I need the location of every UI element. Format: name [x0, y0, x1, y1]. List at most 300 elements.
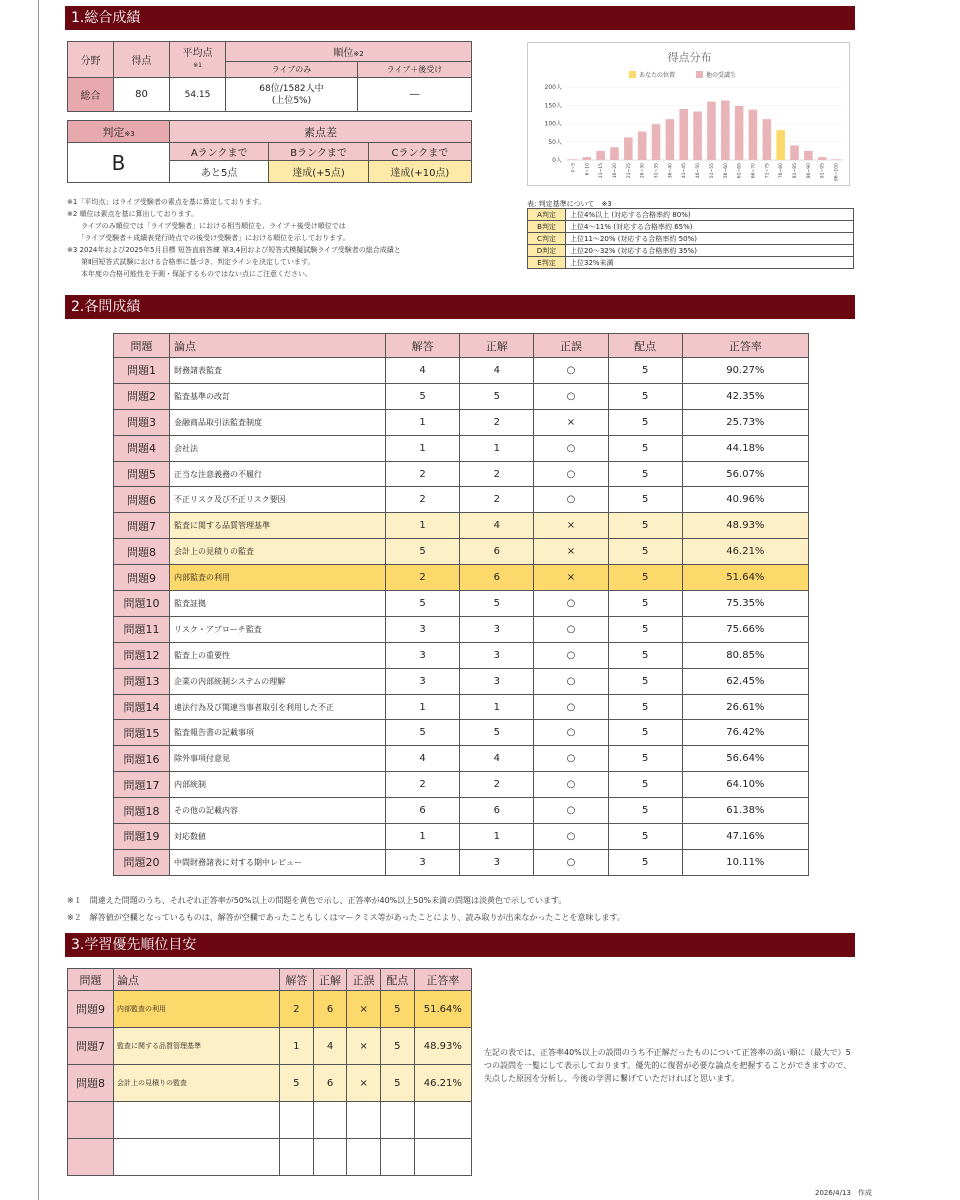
result-cell: ○: [534, 358, 608, 384]
table-row: [114, 565, 809, 591]
result-cell: ○: [534, 849, 608, 875]
criteria-row: [528, 245, 854, 257]
col-header-rate: 正答率: [414, 969, 471, 991]
answer-cell: 3: [386, 668, 460, 694]
x-tick-label: 31~35: [654, 163, 660, 179]
points-cell: 5: [608, 565, 682, 591]
points-cell: 5: [608, 642, 682, 668]
topic-cell: 正当な注意義務の不履行: [170, 461, 386, 487]
answer-cell: 1: [386, 824, 460, 850]
bar: [638, 132, 647, 160]
table-row: [114, 798, 809, 824]
col-header-points: 配点: [381, 969, 415, 991]
x-tick-label: 6~10: [585, 163, 591, 176]
topic-cell: リスク・アプローチ監査: [170, 616, 386, 642]
answer-cell: 4: [386, 358, 460, 384]
note-line: ※3 2024年および2025年5月目標 短答直前答練 第3,4回および短答式模擬試験ライブ受験者の総合成績と: [67, 246, 401, 254]
points-cell: 5: [608, 824, 682, 850]
x-tick-label: 56~60: [723, 163, 729, 179]
rate-cell: 75.35%: [682, 591, 808, 617]
empty-cell: [280, 1102, 314, 1139]
correct-cell: 1: [460, 435, 534, 461]
header-average-note: ※1: [193, 62, 202, 69]
rate-cell: 51.64%: [414, 991, 471, 1028]
col-header-topic: 論点: [170, 334, 386, 358]
col-header-answer: 解答: [386, 334, 460, 358]
correct-cell: 6: [460, 565, 534, 591]
question-cell: [68, 1102, 114, 1139]
header-average-label: 平均点: [182, 48, 213, 59]
header-rank-live: ライブのみ: [226, 62, 358, 78]
correct-cell: 2: [460, 409, 534, 435]
answer-cell: 2: [386, 461, 460, 487]
table-row: [114, 772, 809, 798]
note-line: ※２ 解答値が空欄となっているものは、解答が空欄であったこともしくはマークミス等があったことにより、読み取りが出来なかったことを意味します。: [67, 913, 625, 922]
section-title-problems: 2.各問成績: [65, 295, 855, 319]
answer-cell: 2: [386, 487, 460, 513]
result-cell: ○: [534, 642, 608, 668]
points-cell: 5: [608, 720, 682, 746]
correct-cell: 6: [313, 991, 347, 1028]
answer-cell: 1: [386, 435, 460, 461]
empty-cell: [313, 1102, 347, 1139]
note-line: ※１ 間違えた問題のうち、それぞれ正答率が50%以上の問題を黄色で示し、正答率が40%以上50%未満の問題は淡黄色で示しています。: [67, 896, 567, 905]
x-tick-label: 16~20: [612, 163, 618, 179]
page-border: [38, 0, 39, 1200]
rate-cell: 46.21%: [682, 539, 808, 565]
topic-cell: 財務諸表監査: [170, 358, 386, 384]
col-header-result: 正誤: [347, 969, 381, 991]
col-header-question: 問題: [114, 334, 170, 358]
topic-cell: 除外事項付意見: [170, 746, 386, 772]
criteria-row: [528, 257, 854, 269]
rate-cell: 90.27%: [682, 358, 808, 384]
x-tick-label: 51~55: [709, 163, 715, 179]
y-tick-label: 150人: [544, 102, 562, 110]
diff-to-b: 達成(+5点): [269, 161, 368, 183]
header-to-b: Bランクまで: [269, 143, 368, 161]
question-cell: 問題4: [114, 435, 170, 461]
x-tick-label: 96~100: [834, 163, 840, 182]
table-row: [114, 487, 809, 513]
answer-cell: 4: [386, 746, 460, 772]
col-header-topic: 論点: [114, 969, 280, 991]
table-row: [114, 591, 809, 617]
points-cell: 5: [608, 746, 682, 772]
points-cell: 5: [381, 1028, 415, 1065]
bar: [693, 111, 702, 160]
correct-cell: 2: [460, 461, 534, 487]
bar: [596, 151, 605, 160]
criteria-text: 上位32%未満: [566, 257, 854, 269]
topic-cell: 内部監査の利用: [170, 565, 386, 591]
topic-cell: 会計上の見積りの監査: [170, 539, 386, 565]
empty-cell: [381, 1102, 415, 1139]
empty-cell: [114, 1102, 280, 1139]
result-cell: ×: [534, 539, 608, 565]
x-tick-label: 76~80: [779, 162, 785, 179]
points-cell: 5: [608, 409, 682, 435]
criteria-text: 上位4%以上 (対応する合格率約 80%): [566, 209, 854, 221]
y-tick-label: 100人: [544, 120, 562, 128]
empty-cell: [313, 1139, 347, 1176]
bar: [624, 137, 633, 160]
empty-cell: [347, 1102, 381, 1139]
result-cell: ○: [534, 668, 608, 694]
topic-cell: 内部監査の利用: [114, 991, 280, 1028]
correct-cell: 3: [460, 616, 534, 642]
question-cell: 問題7: [114, 513, 170, 539]
points-cell: 5: [608, 383, 682, 409]
note-line: ※2 順位は素点を基に算出しております。: [67, 210, 198, 218]
y-tick-label: 50人: [548, 138, 562, 146]
header-judge-note: ※3: [124, 129, 135, 138]
question-cell: 問題20: [114, 849, 170, 875]
rate-cell: 62.45%: [682, 668, 808, 694]
answer-cell: 3: [386, 616, 460, 642]
x-tick-label: 81~85: [793, 163, 799, 179]
points-cell: 5: [608, 772, 682, 798]
criteria-label: C判定: [528, 233, 566, 245]
section-title-priority: 3.学習優先順位目安: [65, 933, 855, 957]
x-tick-label: 26~30: [640, 163, 646, 179]
chart-title: 得点分布: [667, 51, 712, 64]
empty-row: [68, 1102, 472, 1139]
correct-cell: 3: [460, 668, 534, 694]
problems-notes: [67, 892, 625, 926]
legend-label-others: 他の受講生: [706, 72, 737, 79]
rate-cell: 25.73%: [682, 409, 808, 435]
question-cell: 問題16: [114, 746, 170, 772]
table-row: [68, 1065, 472, 1102]
col-header-rate: 正答率: [682, 334, 808, 358]
x-tick-label: 66~70: [751, 163, 757, 179]
table-row: [114, 720, 809, 746]
bar: [652, 124, 661, 160]
rank-live-plus-value: ―: [357, 78, 471, 112]
points-cell: 5: [608, 849, 682, 875]
answer-cell: 1: [280, 1028, 314, 1065]
x-tick-label: 21~25: [626, 163, 632, 179]
x-tick-label: 61~65: [737, 163, 743, 179]
note-line: 本年度の合格可能性を予測・保証するものではない点にご注意ください。: [67, 270, 312, 278]
answer-cell: 2: [386, 565, 460, 591]
correct-cell: 4: [460, 358, 534, 384]
empty-cell: [414, 1102, 471, 1139]
topic-cell: 不正リスク及び不正リスク要因: [170, 487, 386, 513]
rate-cell: 40.96%: [682, 487, 808, 513]
question-cell: 問題12: [114, 642, 170, 668]
table-row: [114, 539, 809, 565]
result-cell: ○: [534, 591, 608, 617]
bar: [763, 119, 772, 160]
col-header-points: 配点: [608, 334, 682, 358]
result-cell: ×: [534, 565, 608, 591]
answer-cell: 5: [386, 720, 460, 746]
question-cell: 問題8: [114, 539, 170, 565]
rank-live-text: 68位/1582人中: [259, 83, 324, 94]
correct-cell: 5: [460, 720, 534, 746]
answer-cell: 5: [386, 591, 460, 617]
criteria-label: B判定: [528, 221, 566, 233]
question-cell: 問題19: [114, 824, 170, 850]
priority-table: [67, 968, 472, 1176]
points-cell: 5: [608, 461, 682, 487]
rank-live-percent: (上位5%): [271, 95, 312, 106]
y-tick-label: 0人: [552, 157, 562, 164]
legend-label-you: あなたの位置: [639, 72, 676, 79]
rate-cell: 48.93%: [682, 513, 808, 539]
result-cell: ×: [534, 513, 608, 539]
criteria-row: [528, 233, 854, 245]
header-score: 得点: [114, 42, 170, 78]
correct-cell: 2: [460, 772, 534, 798]
correct-cell: 5: [460, 591, 534, 617]
created-date: 2026/4/13 作成: [815, 1189, 872, 1197]
header-score-diff: 素点差: [170, 121, 472, 143]
note-line: ※1「平均点」はライブ受験者の素点を基に算定しております。: [67, 198, 266, 206]
result-cell: ○: [534, 487, 608, 513]
answer-cell: 3: [386, 642, 460, 668]
points-cell: 5: [608, 591, 682, 617]
topic-cell: 企業の内部統制システムの理解: [170, 668, 386, 694]
note-line: 第Ⅱ回短答式試験における合格率に基づき、判定ラインを決定しています。: [67, 258, 315, 266]
rate-cell: 44.18%: [682, 435, 808, 461]
correct-cell: 6: [460, 798, 534, 824]
question-cell: 問題15: [114, 720, 170, 746]
correct-cell: 2: [460, 487, 534, 513]
topic-cell: 内部統制: [170, 772, 386, 798]
bar: [776, 130, 785, 160]
points-cell: 5: [608, 513, 682, 539]
empty-cell: [381, 1139, 415, 1176]
header-rank-note: ※2: [353, 50, 364, 58]
topic-cell: 監査証拠: [170, 591, 386, 617]
rate-cell: 42.35%: [682, 383, 808, 409]
correct-cell: 3: [460, 849, 534, 875]
rate-cell: 48.93%: [414, 1028, 471, 1065]
points-cell: 5: [381, 991, 415, 1028]
header-rank: [226, 42, 472, 62]
answer-cell: 5: [386, 383, 460, 409]
bar: [569, 159, 578, 160]
criteria-label: D判定: [528, 245, 566, 257]
x-tick-label: 0~5: [571, 163, 577, 173]
topic-cell: 対応数値: [170, 824, 386, 850]
correct-cell: 3: [460, 642, 534, 668]
empty-cell: [347, 1139, 381, 1176]
answer-cell: 2: [386, 772, 460, 798]
answer-cell: 5: [280, 1065, 314, 1102]
question-cell: 問題18: [114, 798, 170, 824]
correct-cell: 4: [460, 746, 534, 772]
score-distribution-chart: [527, 42, 850, 186]
table-row: [114, 824, 809, 850]
topic-cell: 監査報告書の記載事項: [170, 720, 386, 746]
result-cell: ×: [347, 1065, 381, 1102]
result-cell: ○: [534, 616, 608, 642]
score-value: 80: [114, 78, 170, 112]
col-header-result: 正誤: [534, 334, 608, 358]
rate-cell: 64.10%: [682, 772, 808, 798]
bar: [721, 101, 730, 160]
col-header-correct: 正解: [313, 969, 347, 991]
grade-value: B: [68, 143, 170, 183]
table-row: [114, 746, 809, 772]
result-cell: ×: [347, 1028, 381, 1065]
points-cell: 5: [608, 358, 682, 384]
bar: [804, 151, 813, 160]
x-tick-label: 71~75: [765, 163, 771, 179]
points-cell: 5: [608, 798, 682, 824]
bar: [679, 109, 688, 160]
result-cell: ○: [534, 435, 608, 461]
question-cell: 問題13: [114, 668, 170, 694]
rate-cell: 46.21%: [414, 1065, 471, 1102]
question-cell: 問題3: [114, 409, 170, 435]
answer-cell: 6: [386, 798, 460, 824]
topic-cell: 会社法: [170, 435, 386, 461]
rate-cell: 10.11%: [682, 849, 808, 875]
problems-table: [113, 333, 809, 876]
header-rank-live-plus: ライブ＋後受け: [357, 62, 471, 78]
criteria-label: A判定: [528, 209, 566, 221]
header-average: [170, 42, 226, 78]
rate-cell: 76.42%: [682, 720, 808, 746]
question-cell: 問題7: [68, 1028, 114, 1065]
points-cell: 5: [608, 539, 682, 565]
table-row: [114, 358, 809, 384]
result-cell: ○: [534, 746, 608, 772]
x-tick-label: 86~90: [806, 163, 812, 179]
topic-cell: 違法行為及び関連当事者取引を利用した不正: [170, 694, 386, 720]
header-field: 分野: [68, 42, 114, 78]
table-row: [114, 461, 809, 487]
note-line: ライブのみ順位では「ライブ受験者」における相当順位を、ライブ＋後受け順位では: [67, 222, 346, 230]
criteria-table: [527, 208, 854, 269]
x-tick-label: 11~15: [599, 163, 605, 179]
question-cell: 問題2: [114, 383, 170, 409]
overall-summary-table: [67, 41, 472, 112]
empty-cell: [280, 1139, 314, 1176]
topic-cell: 中間財務諸表に対する期中レビュー: [170, 849, 386, 875]
diff-to-c: 達成(+10点): [368, 161, 471, 183]
question-cell: [68, 1139, 114, 1176]
question-cell: 問題14: [114, 694, 170, 720]
header-judge-label: 判定: [102, 125, 125, 139]
result-cell: ○: [534, 798, 608, 824]
result-cell: ○: [534, 824, 608, 850]
table-row: [114, 849, 809, 875]
question-cell: 問題10: [114, 591, 170, 617]
x-tick-label: 46~50: [696, 163, 702, 179]
rate-cell: 61.38%: [682, 798, 808, 824]
bar: [832, 159, 841, 160]
table-row: [114, 513, 809, 539]
table-row: [114, 383, 809, 409]
criteria-row: [528, 209, 854, 221]
rate-cell: 47.16%: [682, 824, 808, 850]
diff-to-a: あと5点: [170, 161, 269, 183]
x-tick-label: 41~45: [682, 163, 688, 179]
answer-cell: 3: [386, 849, 460, 875]
header-judge: [68, 121, 170, 143]
table-row: [114, 435, 809, 461]
table-row: [114, 694, 809, 720]
topic-cell: 監査に関する品質管理基準: [170, 513, 386, 539]
bar: [818, 157, 827, 160]
result-cell: ○: [534, 694, 608, 720]
points-cell: 5: [381, 1065, 415, 1102]
table-row: [114, 642, 809, 668]
table-row: [68, 1028, 472, 1065]
correct-cell: 4: [460, 513, 534, 539]
legend-swatch-you: [629, 71, 636, 78]
y-tick-label: 200人: [544, 84, 562, 91]
points-cell: 5: [608, 668, 682, 694]
question-cell: 問題9: [114, 565, 170, 591]
correct-cell: 1: [460, 694, 534, 720]
average-value: 54.15: [170, 78, 226, 112]
question-cell: 問題5: [114, 461, 170, 487]
chart-svg: [528, 43, 851, 187]
criteria-text: 上位4～11% (対応する合格率約 65%): [566, 221, 854, 233]
table-row: [114, 668, 809, 694]
rate-cell: 80.85%: [682, 642, 808, 668]
question-cell: 問題9: [68, 991, 114, 1028]
judgement-table: [67, 120, 472, 183]
correct-cell: 6: [313, 1065, 347, 1102]
priority-description: 左記の表では、正答率40%以上の設問のうち不正解だったものについて正答率の高い順に（最大で）5つの設問を一覧にして表示しております。優先的に復習が必要な論点を把握することができますので、失点した原因を分析し、今後の学習に繋げていただければと思います。: [484, 1048, 852, 1083]
rate-cell: 51.64%: [682, 565, 808, 591]
bar: [582, 157, 591, 160]
criteria-text: 上位11～20% (対応する合格率約 50%): [566, 233, 854, 245]
bar: [666, 119, 675, 160]
bar: [790, 145, 799, 160]
question-cell: 問題11: [114, 616, 170, 642]
topic-cell: 監査上の重要性: [170, 642, 386, 668]
criteria-text: 上位20～32% (対応する合格率約 35%): [566, 245, 854, 257]
points-cell: 5: [608, 616, 682, 642]
result-cell: ○: [534, 461, 608, 487]
col-header-correct: 正解: [460, 334, 534, 358]
table-row: [114, 409, 809, 435]
answer-cell: 1: [386, 513, 460, 539]
answer-cell: 2: [280, 991, 314, 1028]
table-row: [68, 991, 472, 1028]
table-row: [114, 616, 809, 642]
header-to-c: Cランクまで: [368, 143, 471, 161]
rank-live-value: [226, 78, 358, 112]
rate-cell: 26.61%: [682, 694, 808, 720]
criteria-title: 表: 判定基準について ※3: [527, 200, 612, 208]
answer-cell: 5: [386, 539, 460, 565]
bar: [707, 102, 716, 160]
topic-cell: 金融商品取引法監査制度: [170, 409, 386, 435]
answer-cell: 1: [386, 694, 460, 720]
section-title-overall: 1.総合成績: [65, 6, 855, 30]
header-rank-label: 順位: [333, 48, 354, 59]
note-line: 「ライブ受験者＋成績表発行時点での後受け受験者」における順位を示しております。: [67, 234, 350, 242]
topic-cell: 監査基準の改訂: [170, 383, 386, 409]
header-to-a: Aランクまで: [170, 143, 269, 161]
empty-cell: [114, 1139, 280, 1176]
question-cell: 問題8: [68, 1065, 114, 1102]
points-cell: 5: [608, 487, 682, 513]
rate-cell: 75.66%: [682, 616, 808, 642]
answer-cell: 1: [386, 409, 460, 435]
empty-row: [68, 1139, 472, 1176]
